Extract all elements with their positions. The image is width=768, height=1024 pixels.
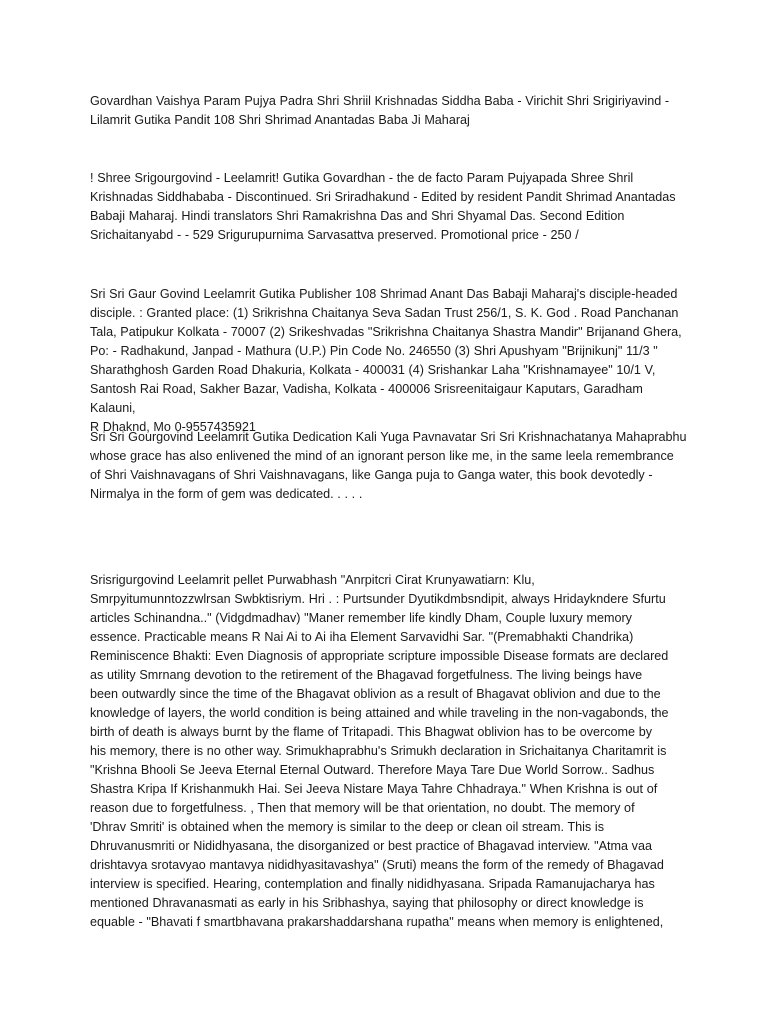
publisher-paragraph: Sri Sri Gaur Govind Leelamrit Gutika Publisher 108 Shrimad Anant Das Babaji Maharaj's disciple-headed disciple. : Granted place: (1) Srikrishna Chaitanya Seva Sadan Trust 256/1, S. K. God . Road Panchanan Tala, Patipukur Kolkata - 70007 (2) Srikeshvadas "Srikrishna Chaitanya Shastra Mandir" Brijanand Ghera, Po: - Radhakund, Janpad - Mathura (U.P.) Pin Code No. 246550 (3) Shri Apushyam "Brijnikunj" 11/3 " Sharathghosh Garden Road Dhakuria, Kolkata - 400031 (4) Srishankar Laha "Krishnamayee" 10/1 V, Santosh Rai Road, Sakher Bazar, Vadisha, Kolkata - 400006 Srisreenitaigaur Kaputars, Garadham Kalauni, R Dhaknd, Mo 0-9557435921 <box>90 287 682 434</box>
title-paragraph: Govardhan Vaishya Param Pujya Padra Shri Shriil Krishnadas Siddha Baba - Virichit Shri Srigiriyavind - Lilamrit Gutika Pandit 108 Shri Shrimad Anantadas Baba Ji Maharaj <box>90 94 670 127</box>
dedication-paragraph: Sri Sri Gourgovind Leelamrit Gutika Dedication Kali Yuga Pavnavatar Sri Sri Krishnachatanya Mahaprabhu whose grace has also enlivened the mind of an ignorant person like me, in the same leela remembrance of Shri Vaishnavagans of Shri Vaishnavagans, like Ganga puja to Ganga water, this book devotedly - Nirmalya in the form of gem was dedicated. . . . . <box>90 430 687 501</box>
preface-paragraph: Srisrigurgovind Leelamrit pellet Purwabhash "Anrpitcri Cirat Krunyawatiarn: Klu, Smrpyitumunntozzwlrsan Swbktisriym. Hri . : Purtsunder Dyutikdmbsndipit, always Hridaykndere Sfurtu articles Schinandna.." (Vidgdmadhav) "Maner remember life kindly Dham, Couple luxury memory essence. Practicable means R Nai Ai to Ai iha Element Sarvavidhi Sar. "(Premabhakti Chandrika) Reminiscence Bhakti: Even Diagnosis of appropriate scripture impossible Disease formats are declared as utility Smrnang devotion to the retirement of the Bhagavad forgetfulness. The living beings have been outwardly since the time of the Bhagavat oblivion as a result of Bhagavat oblivion and due to the knowledge of layers, the world condition is being attained and while traveling in the non-vagabonds, the birth of death is always burnt by the flame of Tritapadi. This Bhagwat oblivion has to be overcome by his memory, there is no other way. Srimukhaprabhu's Srimukh declaration in Srichaitanya Charitamrit is "Krishna Bhooli Se Jeeva Eternal Eternal Outward. Therefore Maya Tare Due World Sorrow.. Sadhus Shastra Kripa If Krishanmukh Hai. Sei Jeeva Nistare Maya Tahre Chhadraya." When Krishna is out of reason due to forgetfulness. , Then that memory will be that orientation, no doubt. The memory of 'Dhrav Smriti' is obtained when the memory is similar to the deep or clean oil stream. This is Dhruvanusmriti or Nididhyasana, the disorganized or best practice of Bhagavad interview. "Atma vaa drishtavya srotavyao mantavya nididhyasitavashya" (Sruti) means the form of the remedy of Bhagavad interview is specified. Hearing, contemplation and finally nididhyasana. Sripada Ramanujacharya has mentioned Dhravanasmati as early in his Sribhashya, saying that philosophy or direct knowledge is equable - "Bhavati f smartbhavana prakarshaddarshana rupatha" means when memory is enlightened, <box>90 573 669 929</box>
edition-paragraph: ! Shree Srigourgovind - Leelamrit! Gutika Govardhan - the de facto Param Pujyapada Shree Shril Krishnadas Siddhababa - Discontinued. Sri Sriradhakund - Edited by resident Pandit Shrimad Anantadas Babaji Maharaj. Hindi translators Shri Ramakrishna Das and Shri Shyamal Das. Second Edition Srichaitanyabd - - 529 Srigurupurnima Sarvasattva preserved. Promotional price - 250 / <box>90 171 676 242</box>
